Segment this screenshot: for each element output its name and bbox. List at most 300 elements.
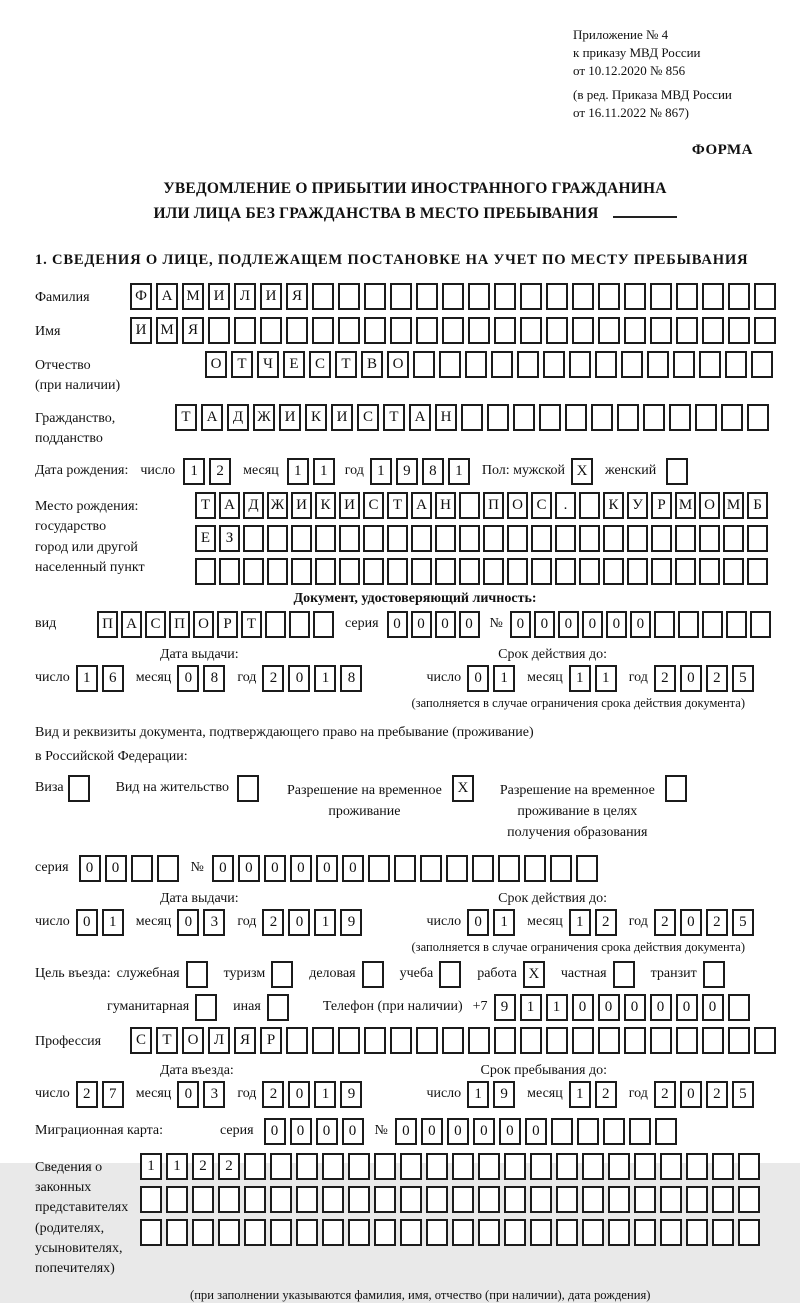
form-cell[interactable] <box>267 558 288 585</box>
form-cell[interactable]: 2 <box>595 1081 617 1108</box>
form-cell[interactable]: Т <box>175 404 197 431</box>
form-cell[interactable] <box>712 1186 734 1213</box>
form-cell[interactable] <box>572 283 594 310</box>
form-cell[interactable]: О <box>507 492 528 519</box>
form-cell[interactable] <box>517 351 539 378</box>
form-cell[interactable] <box>442 283 464 310</box>
form-cell[interactable]: 5 <box>732 665 754 692</box>
form-cell[interactable]: 1 <box>314 909 336 936</box>
form-cell[interactable]: 8 <box>203 665 225 692</box>
form-cell[interactable] <box>643 404 665 431</box>
form-cell[interactable] <box>702 283 724 310</box>
form-cell[interactable] <box>234 317 256 344</box>
form-cell[interactable] <box>374 1219 396 1246</box>
form-cell[interactable]: 2 <box>262 665 284 692</box>
form-cell[interactable]: 0 <box>680 1081 702 1108</box>
form-cell[interactable] <box>678 611 699 638</box>
form-cell[interactable] <box>339 525 360 552</box>
form-cell[interactable] <box>598 317 620 344</box>
form-cell[interactable] <box>504 1186 526 1213</box>
form-cell[interactable] <box>651 525 672 552</box>
form-cell[interactable] <box>413 351 435 378</box>
form-cell[interactable]: 0 <box>288 665 310 692</box>
form-cell[interactable] <box>426 1219 448 1246</box>
form-cell[interactable]: И <box>260 283 282 310</box>
form-cell[interactable] <box>439 961 461 988</box>
form-cell[interactable]: 0 <box>105 855 127 882</box>
form-cell[interactable] <box>286 1027 308 1054</box>
form-cell[interactable] <box>140 1186 162 1213</box>
form-cell[interactable] <box>738 1186 760 1213</box>
form-cell[interactable] <box>577 1118 599 1145</box>
form-cell[interactable]: З <box>219 525 240 552</box>
form-cell[interactable] <box>747 525 768 552</box>
form-cell[interactable]: 0 <box>676 994 698 1021</box>
form-cell[interactable]: 0 <box>435 611 456 638</box>
form-cell[interactable] <box>598 283 620 310</box>
form-cell[interactable] <box>650 1027 672 1054</box>
form-cell[interactable] <box>728 1027 750 1054</box>
form-cell[interactable] <box>520 283 542 310</box>
form-cell[interactable]: С <box>531 492 552 519</box>
form-cell[interactable]: 0 <box>702 994 724 1021</box>
form-cell[interactable] <box>348 1153 370 1180</box>
form-cell[interactable] <box>579 525 600 552</box>
form-cell[interactable]: 2 <box>654 1081 676 1108</box>
form-cell[interactable] <box>556 1153 578 1180</box>
form-cell[interactable] <box>524 855 546 882</box>
form-cell[interactable] <box>728 994 750 1021</box>
form-cell[interactable] <box>468 283 490 310</box>
form-cell[interactable]: 0 <box>288 1081 310 1108</box>
form-cell[interactable] <box>650 283 672 310</box>
form-cell[interactable]: 9 <box>340 1081 362 1108</box>
form-cell[interactable]: 0 <box>177 1081 199 1108</box>
form-cell[interactable]: 2 <box>262 1081 284 1108</box>
form-cell[interactable] <box>666 458 688 485</box>
form-cell[interactable]: 1 <box>520 994 542 1021</box>
form-cell[interactable] <box>68 775 90 802</box>
form-cell[interactable]: 2 <box>76 1081 98 1108</box>
form-cell[interactable]: 0 <box>467 665 489 692</box>
form-cell[interactable] <box>703 961 725 988</box>
form-cell[interactable]: Р <box>260 1027 282 1054</box>
form-cell[interactable]: 1 <box>493 909 515 936</box>
form-cell[interactable] <box>270 1153 292 1180</box>
form-cell[interactable] <box>647 351 669 378</box>
form-cell[interactable]: Д <box>227 404 249 431</box>
form-cell[interactable] <box>465 351 487 378</box>
form-cell[interactable] <box>603 558 624 585</box>
form-cell[interactable] <box>452 1186 474 1213</box>
form-cell[interactable] <box>728 317 750 344</box>
form-cell[interactable] <box>543 351 565 378</box>
form-cell[interactable] <box>675 558 696 585</box>
form-cell[interactable]: П <box>97 611 118 638</box>
form-cell[interactable] <box>750 611 771 638</box>
form-cell[interactable]: 0 <box>473 1118 495 1145</box>
form-cell[interactable]: М <box>723 492 744 519</box>
form-cell[interactable]: 0 <box>680 909 702 936</box>
form-cell[interactable]: С <box>145 611 166 638</box>
form-cell[interactable] <box>723 525 744 552</box>
form-cell[interactable]: А <box>219 492 240 519</box>
form-cell[interactable] <box>539 404 561 431</box>
form-cell[interactable] <box>237 775 259 802</box>
form-cell[interactable] <box>699 351 721 378</box>
form-cell[interactable] <box>218 1219 240 1246</box>
form-cell[interactable]: 0 <box>558 611 579 638</box>
form-cell[interactable]: 5 <box>732 1081 754 1108</box>
form-cell[interactable]: 7 <box>102 1081 124 1108</box>
form-cell[interactable]: С <box>357 404 379 431</box>
form-cell[interactable] <box>676 283 698 310</box>
form-cell[interactable]: 0 <box>534 611 555 638</box>
form-cell[interactable]: 2 <box>192 1153 214 1180</box>
form-cell[interactable] <box>322 1219 344 1246</box>
form-cell[interactable]: 5 <box>732 909 754 936</box>
form-cell[interactable] <box>686 1186 708 1213</box>
form-cell[interactable]: 0 <box>606 611 627 638</box>
form-cell[interactable] <box>435 558 456 585</box>
form-cell[interactable] <box>702 317 724 344</box>
form-cell[interactable]: С <box>130 1027 152 1054</box>
form-cell[interactable] <box>555 558 576 585</box>
form-cell[interactable]: С <box>309 351 331 378</box>
form-cell[interactable]: Б <box>747 492 768 519</box>
form-cell[interactable] <box>595 351 617 378</box>
form-cell[interactable]: 0 <box>212 855 234 882</box>
form-cell[interactable] <box>654 611 675 638</box>
form-cell[interactable] <box>551 1118 573 1145</box>
form-cell[interactable] <box>576 855 598 882</box>
form-cell[interactable]: 0 <box>598 994 620 1021</box>
form-cell[interactable]: 0 <box>177 909 199 936</box>
form-cell[interactable] <box>192 1186 214 1213</box>
form-cell[interactable] <box>368 855 390 882</box>
form-cell[interactable] <box>312 317 334 344</box>
form-cell[interactable] <box>676 1027 698 1054</box>
form-cell[interactable] <box>478 1219 500 1246</box>
form-cell[interactable]: О <box>182 1027 204 1054</box>
form-cell[interactable]: Т <box>387 492 408 519</box>
form-cell[interactable]: 0 <box>525 1118 547 1145</box>
form-cell[interactable]: 2 <box>262 909 284 936</box>
form-cell[interactable] <box>504 1219 526 1246</box>
form-cell[interactable] <box>296 1153 318 1180</box>
form-cell[interactable] <box>315 558 336 585</box>
form-cell[interactable]: 2 <box>218 1153 240 1180</box>
form-cell[interactable]: К <box>315 492 336 519</box>
form-cell[interactable]: 0 <box>290 1118 312 1145</box>
form-cell[interactable] <box>728 283 750 310</box>
form-cell[interactable] <box>461 404 483 431</box>
form-cell[interactable]: С <box>363 492 384 519</box>
form-cell[interactable] <box>411 525 432 552</box>
form-cell[interactable] <box>754 317 776 344</box>
form-cell[interactable] <box>364 283 386 310</box>
form-cell[interactable]: 3 <box>203 1081 225 1108</box>
form-cell[interactable]: О <box>387 351 409 378</box>
form-cell[interactable] <box>313 611 334 638</box>
form-cell[interactable]: А <box>201 404 223 431</box>
form-cell[interactable] <box>315 525 336 552</box>
blank-underline[interactable] <box>613 201 677 218</box>
form-cell[interactable]: 2 <box>654 909 676 936</box>
form-cell[interactable]: 1 <box>287 458 309 485</box>
form-cell[interactable]: Д <box>243 492 264 519</box>
form-cell[interactable]: К <box>305 404 327 431</box>
form-cell[interactable] <box>362 961 384 988</box>
form-cell[interactable] <box>289 611 310 638</box>
form-cell[interactable]: И <box>331 404 353 431</box>
form-cell[interactable]: 0 <box>421 1118 443 1145</box>
form-cell[interactable] <box>286 317 308 344</box>
form-cell[interactable] <box>676 317 698 344</box>
form-cell[interactable] <box>487 404 509 431</box>
form-cell[interactable] <box>507 558 528 585</box>
form-cell[interactable]: 0 <box>76 909 98 936</box>
form-cell[interactable] <box>363 525 384 552</box>
form-cell[interactable] <box>400 1219 422 1246</box>
form-cell[interactable] <box>478 1153 500 1180</box>
form-cell[interactable] <box>695 404 717 431</box>
form-cell[interactable] <box>598 1027 620 1054</box>
form-cell[interactable] <box>530 1153 552 1180</box>
form-cell[interactable] <box>374 1186 396 1213</box>
form-cell[interactable] <box>530 1219 552 1246</box>
form-cell[interactable] <box>608 1186 630 1213</box>
form-cell[interactable] <box>243 558 264 585</box>
form-cell[interactable]: 0 <box>264 855 286 882</box>
form-cell[interactable] <box>452 1219 474 1246</box>
form-cell[interactable]: Я <box>286 283 308 310</box>
form-cell[interactable] <box>260 317 282 344</box>
form-cell[interactable] <box>669 404 691 431</box>
form-cell[interactable] <box>665 775 687 802</box>
form-cell[interactable] <box>459 492 480 519</box>
form-cell[interactable] <box>364 1027 386 1054</box>
form-cell[interactable]: А <box>409 404 431 431</box>
form-cell[interactable]: 0 <box>387 611 408 638</box>
form-cell[interactable]: О <box>205 351 227 378</box>
form-cell[interactable] <box>312 1027 334 1054</box>
form-cell[interactable]: 8 <box>422 458 444 485</box>
form-cell[interactable] <box>322 1186 344 1213</box>
form-cell[interactable] <box>195 994 217 1021</box>
form-cell[interactable] <box>296 1186 318 1213</box>
form-cell[interactable] <box>608 1153 630 1180</box>
form-cell[interactable]: М <box>675 492 696 519</box>
form-cell[interactable] <box>608 1219 630 1246</box>
form-cell[interactable] <box>244 1219 266 1246</box>
form-cell[interactable]: 2 <box>654 665 676 692</box>
form-cell[interactable]: П <box>169 611 190 638</box>
form-cell[interactable]: 0 <box>510 611 531 638</box>
form-cell[interactable] <box>513 404 535 431</box>
form-cell[interactable] <box>348 1186 370 1213</box>
form-cell[interactable]: 0 <box>582 611 603 638</box>
form-cell[interactable] <box>686 1153 708 1180</box>
form-cell[interactable]: Е <box>195 525 216 552</box>
form-cell[interactable] <box>624 1027 646 1054</box>
form-cell[interactable]: 0 <box>342 1118 364 1145</box>
form-cell[interactable] <box>531 525 552 552</box>
form-cell[interactable] <box>738 1153 760 1180</box>
form-cell[interactable] <box>339 558 360 585</box>
form-cell[interactable] <box>712 1153 734 1180</box>
form-cell[interactable] <box>629 1118 651 1145</box>
form-cell[interactable] <box>420 855 442 882</box>
form-cell[interactable]: И <box>279 404 301 431</box>
form-cell[interactable] <box>507 525 528 552</box>
form-cell[interactable]: 0 <box>316 1118 338 1145</box>
form-cell[interactable] <box>603 525 624 552</box>
form-cell[interactable] <box>650 317 672 344</box>
form-cell[interactable] <box>494 283 516 310</box>
form-cell[interactable]: 1 <box>76 665 98 692</box>
form-cell[interactable]: Т <box>195 492 216 519</box>
form-cell[interactable] <box>725 351 747 378</box>
form-cell[interactable]: 0 <box>290 855 312 882</box>
form-cell[interactable]: У <box>627 492 648 519</box>
form-cell[interactable] <box>186 961 208 988</box>
form-cell[interactable]: 1 <box>314 1081 336 1108</box>
form-cell[interactable]: А <box>411 492 432 519</box>
form-cell[interactable] <box>157 855 179 882</box>
form-cell[interactable] <box>660 1153 682 1180</box>
form-cell[interactable]: 0 <box>264 1118 286 1145</box>
form-cell[interactable]: П <box>483 492 504 519</box>
form-cell[interactable] <box>166 1219 188 1246</box>
form-cell[interactable] <box>364 317 386 344</box>
form-cell[interactable]: 1 <box>467 1081 489 1108</box>
form-cell[interactable]: 9 <box>340 909 362 936</box>
form-cell[interactable] <box>624 283 646 310</box>
form-cell[interactable] <box>660 1219 682 1246</box>
form-cell[interactable] <box>655 1118 677 1145</box>
form-cell[interactable] <box>452 1153 474 1180</box>
form-cell[interactable] <box>296 1219 318 1246</box>
form-cell[interactable]: О <box>699 492 720 519</box>
form-cell[interactable] <box>591 404 613 431</box>
form-cell[interactable] <box>267 525 288 552</box>
form-cell[interactable]: 0 <box>572 994 594 1021</box>
form-cell[interactable]: М <box>182 283 204 310</box>
form-cell[interactable] <box>218 1186 240 1213</box>
form-cell[interactable] <box>651 558 672 585</box>
form-cell[interactable]: Т <box>335 351 357 378</box>
form-cell[interactable]: Р <box>651 492 672 519</box>
form-cell[interactable]: 6 <box>102 665 124 692</box>
form-cell[interactable]: Н <box>435 404 457 431</box>
form-cell[interactable]: 0 <box>630 611 651 638</box>
form-cell[interactable] <box>468 1027 490 1054</box>
form-cell[interactable] <box>726 611 747 638</box>
form-cell[interactable] <box>531 558 552 585</box>
form-cell[interactable]: Е <box>283 351 305 378</box>
form-cell[interactable]: . <box>555 492 576 519</box>
form-cell[interactable] <box>426 1186 448 1213</box>
form-cell[interactable] <box>634 1186 656 1213</box>
form-cell[interactable] <box>569 351 591 378</box>
form-cell[interactable] <box>243 525 264 552</box>
form-cell[interactable]: 0 <box>342 855 364 882</box>
form-cell[interactable]: 0 <box>459 611 480 638</box>
form-cell[interactable] <box>555 525 576 552</box>
form-cell[interactable] <box>270 1219 292 1246</box>
form-cell[interactable]: 2 <box>706 909 728 936</box>
form-cell[interactable]: Ф <box>130 283 152 310</box>
form-cell[interactable]: Т <box>383 404 405 431</box>
form-cell[interactable]: X <box>571 458 593 485</box>
form-cell[interactable]: 0 <box>288 909 310 936</box>
form-cell[interactable] <box>546 317 568 344</box>
form-cell[interactable] <box>699 558 720 585</box>
form-cell[interactable] <box>400 1153 422 1180</box>
form-cell[interactable]: 2 <box>706 1081 728 1108</box>
form-cell[interactable] <box>565 404 587 431</box>
form-cell[interactable] <box>702 1027 724 1054</box>
form-cell[interactable] <box>747 558 768 585</box>
form-cell[interactable]: А <box>121 611 142 638</box>
form-cell[interactable] <box>374 1153 396 1180</box>
form-cell[interactable] <box>675 525 696 552</box>
form-cell[interactable] <box>494 317 516 344</box>
form-cell[interactable] <box>271 961 293 988</box>
form-cell[interactable] <box>624 317 646 344</box>
form-cell[interactable]: М <box>156 317 178 344</box>
form-cell[interactable]: О <box>193 611 214 638</box>
form-cell[interactable] <box>322 1153 344 1180</box>
form-cell[interactable]: 1 <box>595 665 617 692</box>
form-cell[interactable] <box>439 351 461 378</box>
form-cell[interactable] <box>556 1186 578 1213</box>
form-cell[interactable] <box>394 855 416 882</box>
form-cell[interactable]: 0 <box>467 909 489 936</box>
form-cell[interactable] <box>747 404 769 431</box>
form-cell[interactable] <box>363 558 384 585</box>
form-cell[interactable]: 2 <box>706 665 728 692</box>
form-cell[interactable]: А <box>156 283 178 310</box>
form-cell[interactable] <box>723 558 744 585</box>
form-cell[interactable] <box>699 525 720 552</box>
form-cell[interactable] <box>390 1027 412 1054</box>
form-cell[interactable]: И <box>130 317 152 344</box>
form-cell[interactable] <box>673 351 695 378</box>
form-cell[interactable]: 1 <box>493 665 515 692</box>
form-cell[interactable]: Л <box>208 1027 230 1054</box>
form-cell[interactable] <box>338 317 360 344</box>
form-cell[interactable]: 1 <box>140 1153 162 1180</box>
form-cell[interactable] <box>579 492 600 519</box>
form-cell[interactable] <box>416 317 438 344</box>
form-cell[interactable]: 9 <box>396 458 418 485</box>
form-cell[interactable] <box>348 1219 370 1246</box>
form-cell[interactable] <box>686 1219 708 1246</box>
form-cell[interactable] <box>634 1219 656 1246</box>
form-cell[interactable]: 1 <box>166 1153 188 1180</box>
form-cell[interactable]: Т <box>156 1027 178 1054</box>
form-cell[interactable]: Т <box>231 351 253 378</box>
form-cell[interactable] <box>483 525 504 552</box>
form-cell[interactable]: 1 <box>370 458 392 485</box>
form-cell[interactable] <box>550 855 572 882</box>
form-cell[interactable] <box>754 1027 776 1054</box>
form-cell[interactable] <box>472 855 494 882</box>
form-cell[interactable]: И <box>208 283 230 310</box>
form-cell[interactable] <box>244 1186 266 1213</box>
